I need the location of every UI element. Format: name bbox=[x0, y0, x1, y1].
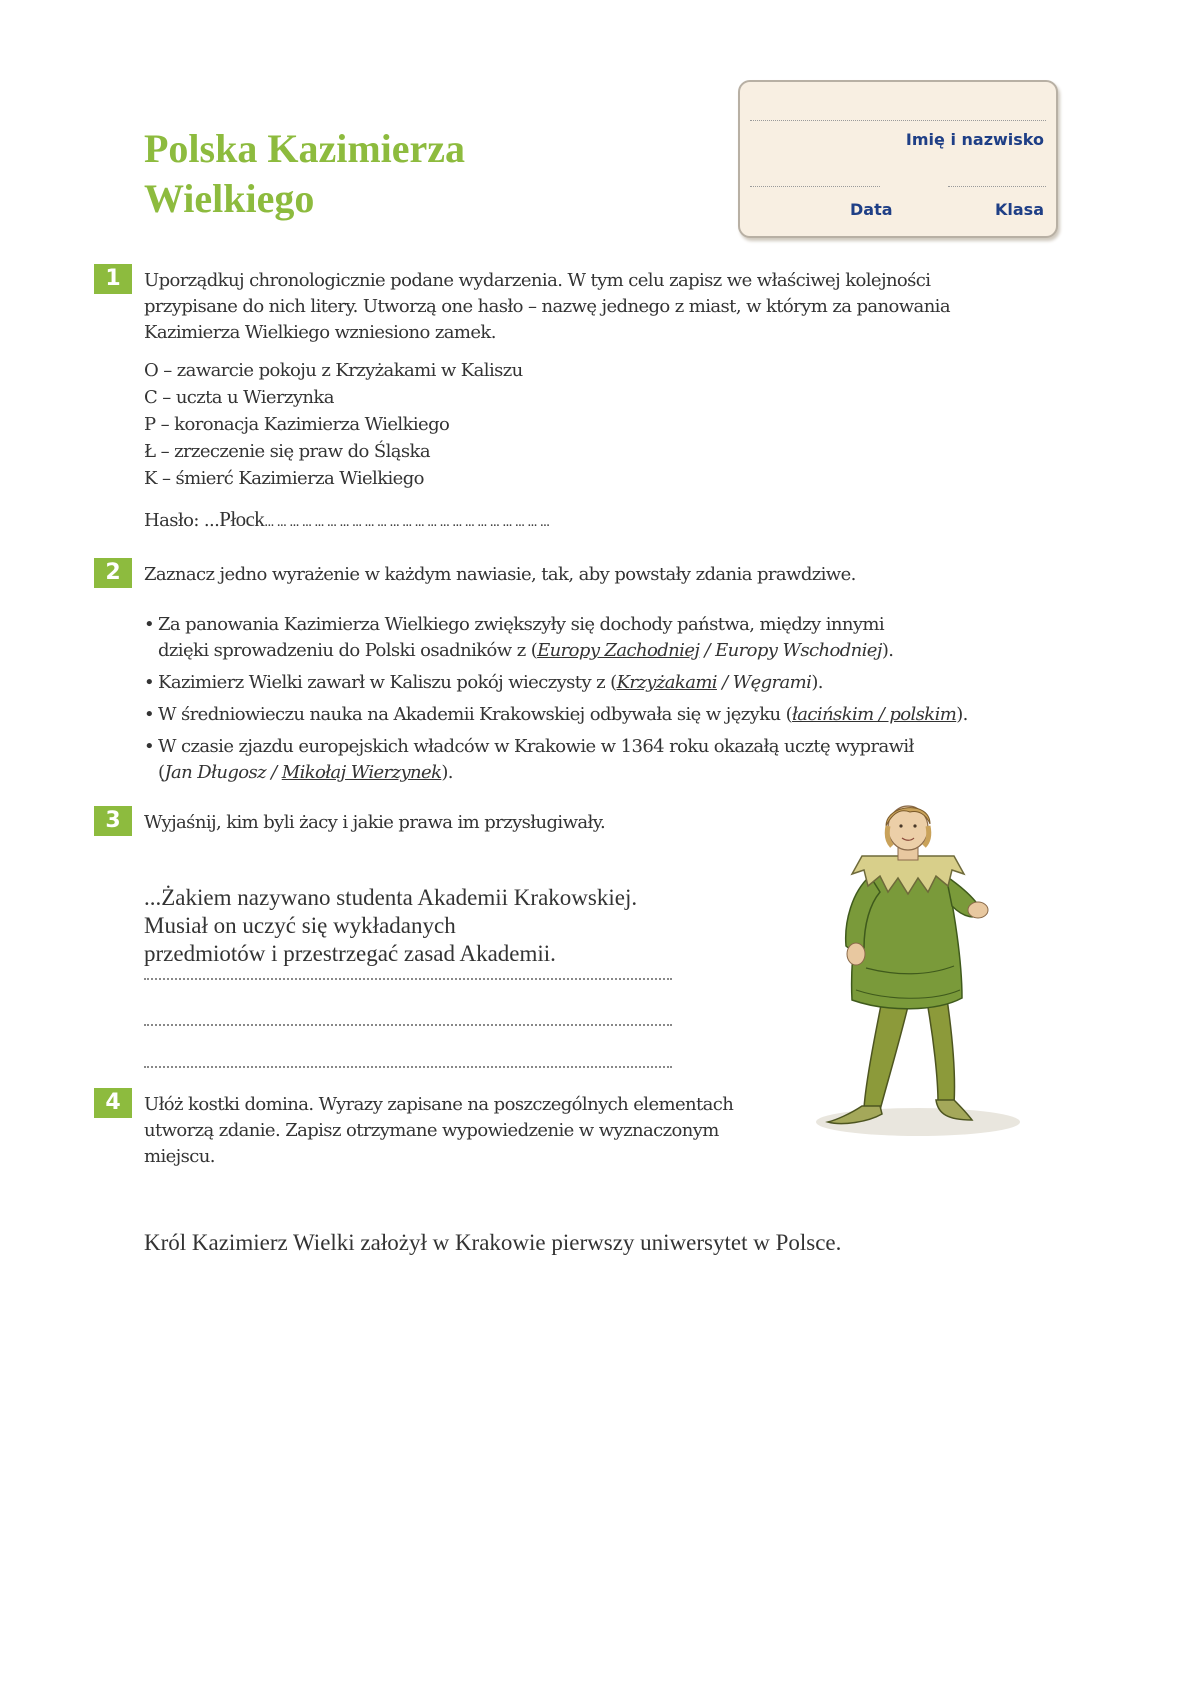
statement-text: dzięki sprowadzeniu do Polski osadników z ( bbox=[158, 640, 538, 661]
date-label: Data bbox=[850, 200, 893, 219]
name-field-line[interactable] bbox=[750, 120, 1046, 121]
statement-text: Za panowania Kazimierza Wielkiego zwiększyły się dochody państwa, między innymi bbox=[158, 614, 885, 635]
page-title bbox=[144, 124, 465, 224]
option-krzyzakami[interactable]: Krzyżakami bbox=[616, 672, 717, 693]
instruction-line: Kazimierza Wielkiego wzniesiono zamek. bbox=[144, 322, 496, 343]
task-3-number: 3 bbox=[94, 806, 132, 836]
statement-text: ). bbox=[956, 704, 968, 725]
option-separator: / bbox=[716, 672, 733, 693]
answer-dots: ... ... ... ... ... ... ... ... ... ... ... ... ... ... ... ... ... ... ... ... ... ... ... bbox=[264, 515, 550, 530]
title-line-2: Wielkiego bbox=[144, 176, 315, 221]
student-info-box bbox=[738, 80, 1058, 238]
task-4-answer[interactable]: Król Kazimierz Wielki założył w Krakowie pierwszy uniwersytet w Polsce. bbox=[144, 1230, 842, 1255]
instruction-line: Ułóż kostki domina. Wyrazy zapisane na poszczególnych elementach bbox=[144, 1094, 734, 1115]
task-3-instruction: Wyjaśnij, kim byli żacy i jakie prawa im przysługiwały. bbox=[144, 812, 606, 833]
event-item: P – koronacja Kazimierza Wielkiego bbox=[144, 414, 450, 435]
instruction-line: miejscu. bbox=[144, 1146, 215, 1167]
writing-line bbox=[144, 978, 672, 980]
option-europy-zachodniej[interactable]: Europy Zachodniej bbox=[537, 640, 700, 661]
option-separator: / bbox=[266, 762, 282, 783]
statement-item bbox=[144, 734, 968, 786]
statement-text: W średniowieczu nauka na Akademii Krakowskiej odbywała się w języku ( bbox=[158, 704, 793, 725]
instruction-line: utworzą zdanie. Zapisz otrzymane wypowiedzenie w wyznaczonym bbox=[144, 1120, 719, 1141]
student-illustration bbox=[806, 800, 1026, 1140]
class-field-line[interactable] bbox=[948, 186, 1046, 187]
statement-text: W czasie zjazdu europejskich władców w Krakowie w 1364 roku okazałą ucztę wyprawił bbox=[158, 736, 914, 757]
task-2-statements bbox=[144, 612, 968, 792]
answer-prefix: Hasło: ... bbox=[144, 510, 220, 531]
statement-text: ). bbox=[811, 672, 823, 693]
writing-line bbox=[144, 1066, 672, 1068]
task-1-answer-line[interactable] bbox=[144, 506, 549, 536]
statement-text: ). bbox=[441, 762, 453, 783]
task-1-number: 1 bbox=[94, 264, 132, 294]
instruction-line: przypisane do nich litery. Utworzą one hasło – nazwę jednego z miast, w którym za panowania bbox=[144, 296, 950, 317]
instruction-line: Uporządkuj chronologicznie podane wydarzenia. W tym celu zapisz we właściwej kolejności bbox=[144, 270, 931, 291]
statement-item bbox=[144, 702, 968, 728]
task-2-number: 2 bbox=[94, 558, 132, 588]
answer-line: Musiał on uczyć się wykładanych bbox=[144, 913, 456, 938]
class-label: Klasa bbox=[995, 200, 1044, 219]
task-4-number: 4 bbox=[94, 1088, 132, 1118]
option-separator: / bbox=[699, 640, 716, 661]
name-label: Imię i nazwisko bbox=[905, 130, 1044, 149]
writing-line bbox=[144, 1024, 672, 1026]
answer-line: przedmiotów i przestrzegać zasad Akademii. bbox=[144, 941, 556, 966]
answer-value: Płock bbox=[219, 507, 265, 531]
event-item: C – uczta u Wierzynka bbox=[144, 387, 334, 408]
event-item: K – śmierć Kazimierza Wielkiego bbox=[144, 468, 424, 489]
option-jan-dlugosz[interactable]: Jan Długosz bbox=[164, 762, 267, 783]
event-item: Ł – zrzeczenie się praw do Śląska bbox=[144, 441, 430, 462]
statement-item bbox=[144, 670, 968, 696]
answer-line: ...Żakiem nazywano studenta Akademii Krakowskiej. bbox=[144, 885, 638, 910]
date-field-line[interactable] bbox=[750, 186, 880, 187]
statement-text: Kazimierz Wielki zawarł w Kaliszu pokój wieczysty z ( bbox=[158, 672, 617, 693]
statement-text: ). bbox=[881, 640, 894, 661]
statement-text: ( bbox=[158, 762, 165, 783]
option-lacinskim-polskim[interactable]: łacińskim / polskim bbox=[792, 704, 957, 725]
option-europy-wschodniej[interactable]: Europy Wschodniej bbox=[715, 640, 882, 661]
option-wegrami[interactable]: Węgrami bbox=[732, 672, 812, 693]
event-item: O – zawarcie pokoju z Krzyżakami w Kaliszu bbox=[144, 360, 523, 381]
option-mikolaj-wierzynek[interactable]: Mikołaj Wierzynek bbox=[281, 762, 442, 783]
statement-item bbox=[144, 612, 968, 664]
title-line-1: Polska Kazimierza bbox=[144, 126, 466, 171]
task-2-instruction: Zaznacz jedno wyrażenie w każdym nawiasie, tak, aby powstały zdania prawdziwe. bbox=[144, 564, 856, 585]
